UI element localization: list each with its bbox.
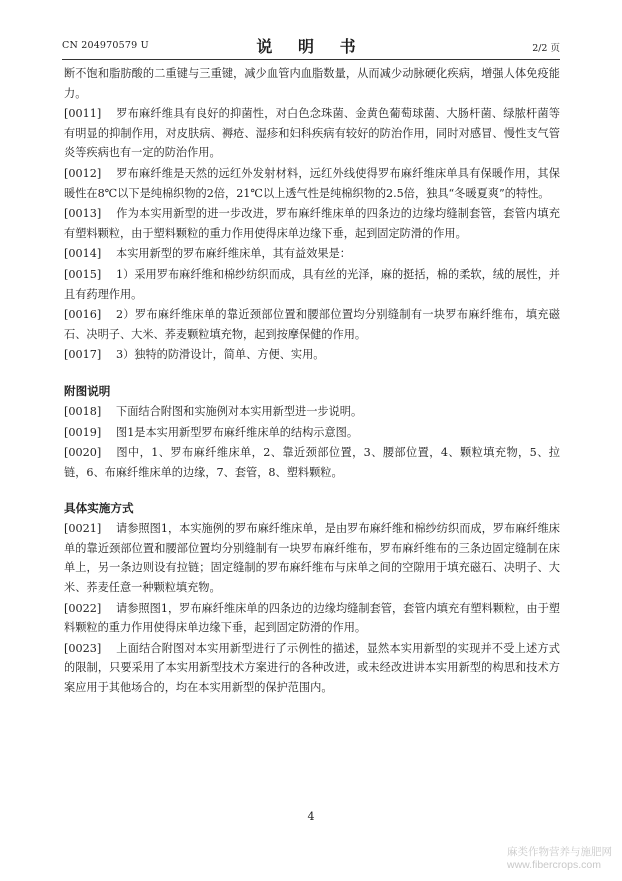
watermark-url: www.fibercrops.com	[507, 859, 601, 871]
paragraph-text: 请参照图1，本实施例的罗布麻纤维床单，是由罗布麻纤维和棉纱纺织而成，罗布麻纤维床单的靠近颈部位置和腰部位置均分别缝制有一块罗布麻纤维布，罗布麻纤维布的三条边固定缝制在床单上，另一条边则设有拉链；固定缝制的罗布麻纤维布与床单之间的空隙用于填充磁石、决明子、大米、荞麦任意一种颗粒填充物。	[64, 522, 560, 595]
paragraph-text: 作为本实用新型的进一步改进，罗布麻纤维床单的四条边的边缘均缝制套管，套管内填充有塑料颗粒，由于塑料颗粒的重力作用使得床单边缘下垂，起到固定防滑的作用。	[64, 207, 560, 240]
paragraph-number: [0020]	[64, 446, 102, 460]
paragraph	[64, 345, 560, 365]
paragraph	[64, 599, 560, 638]
paragraph	[64, 443, 560, 482]
paragraph-number: [0023]	[64, 641, 102, 655]
paragraph	[64, 423, 560, 443]
section-heading: 附图说明	[64, 383, 111, 398]
page-number: 4	[307, 810, 315, 823]
header-divider	[62, 59, 560, 60]
page-info: 2/2 页	[532, 43, 560, 54]
paragraph-number: [0016]	[64, 308, 102, 322]
paragraph	[64, 64, 560, 103]
paragraph	[64, 244, 560, 264]
section-heading: 具体实施方式	[64, 501, 134, 516]
watermark-site-name: 麻类作物营养与施肥网	[507, 846, 612, 858]
paragraph-text: 请参照图1，罗布麻纤维床单的四条边的边缘均缝制套管，套管内填充有塑料颗粒，由于塑料颗粒的重力作用使得床单边缘下垂，起到固定防滑的作用。	[64, 601, 560, 635]
paragraph-number: [0013]	[64, 207, 102, 221]
paragraph-text: 上面结合附图对本实用新型进行了示例性的描述，显然本实用新型的实现并不受上述方式的限制，只要采用了本实用新型技术方案进行的各种改进，或未经改进讲本实用新型的构思和技术方案应用于其他场合的，均在本实用新型的保护范围内。	[64, 641, 560, 695]
paragraph-text: 断不饱和脂肪酸的二重键与三重键，减少血管内血脂数量，从而减少动脉硬化疾病，增强人体免疫能力。	[64, 67, 560, 100]
paragraph	[64, 402, 560, 422]
paragraph	[64, 265, 560, 304]
paragraph-text: 图中，1、罗布麻纤维床单，2、靠近颈部位置，3、腰部位置，4、颗粒填充物，5、拉链，6、布麻纤维床单的边缘，7、套管，8、塑料颗粒。	[64, 446, 560, 479]
paragraph-text: 罗布麻纤维是天然的远红外发射材料，远红外线使得罗布麻纤维床单具有保暖作用，其保暖性在8℃以下是纯棉织物的2倍，21℃以上透气性是纯棉织物的2.5倍，独具“冬暖夏爽”的特性。	[64, 166, 560, 200]
paragraph-number: [0015]	[64, 267, 102, 281]
paragraph-number: [0021]	[64, 522, 102, 536]
paragraph-text: 下面结合附图和实施例对本实用新型进一步说明。	[116, 404, 363, 418]
paragraph-number: [0014]	[64, 247, 102, 261]
document-title: 说 明 书	[256, 37, 366, 56]
document-number: CN 204970579 U	[62, 40, 149, 51]
paragraph	[64, 639, 560, 698]
paragraph-text: 3）独特的防滑设计，简单、方便、实用。	[116, 348, 325, 362]
paragraph-number: [0022]	[64, 601, 102, 615]
paragraph-text: 本实用新型的罗布麻纤维床单，其有益效果是：	[116, 247, 351, 261]
document-body	[64, 64, 560, 699]
page-header	[62, 36, 560, 56]
paragraph	[64, 204, 560, 243]
paragraph	[64, 104, 560, 163]
paragraph-number: [0017]	[64, 348, 102, 362]
paragraph	[64, 519, 560, 597]
paragraph	[64, 164, 560, 203]
paragraph-number: [0012]	[64, 166, 102, 180]
paragraph-text: 罗布麻纤维具有良好的抑菌性，对白色念珠菌、金黄色葡萄球菌、大肠杆菌、绿脓杆菌等有明显的抑制作用，对皮肤病、褥疮、湿疹和妇科疾病有较好的防治作用，同时对感冒、慢性支气管炎等疾病也有一定的防治作用。	[64, 107, 560, 160]
paragraph-number: [0019]	[64, 425, 102, 439]
paragraph	[64, 305, 560, 344]
paragraph-text: 2）罗布麻纤维床单的靠近颈部位置和腰部位置均分别缝制有一块罗布麻纤维布，填充磁石、决明子、大米、荞麦颗粒填充物，起到按摩保健的作用。	[64, 308, 560, 341]
paragraph-text: 1）采用罗布麻纤维和棉纱纺织而成，具有丝的光泽，麻的挺括，棉的柔软，绒的展性，并且有药理作用。	[64, 267, 560, 301]
paragraph-number: [0011]	[64, 107, 102, 121]
paragraph-number: [0018]	[64, 404, 102, 418]
paragraph-text: 图1是本实用新型罗布麻纤维床单的结构示意图。	[116, 425, 359, 439]
watermark	[507, 846, 612, 872]
